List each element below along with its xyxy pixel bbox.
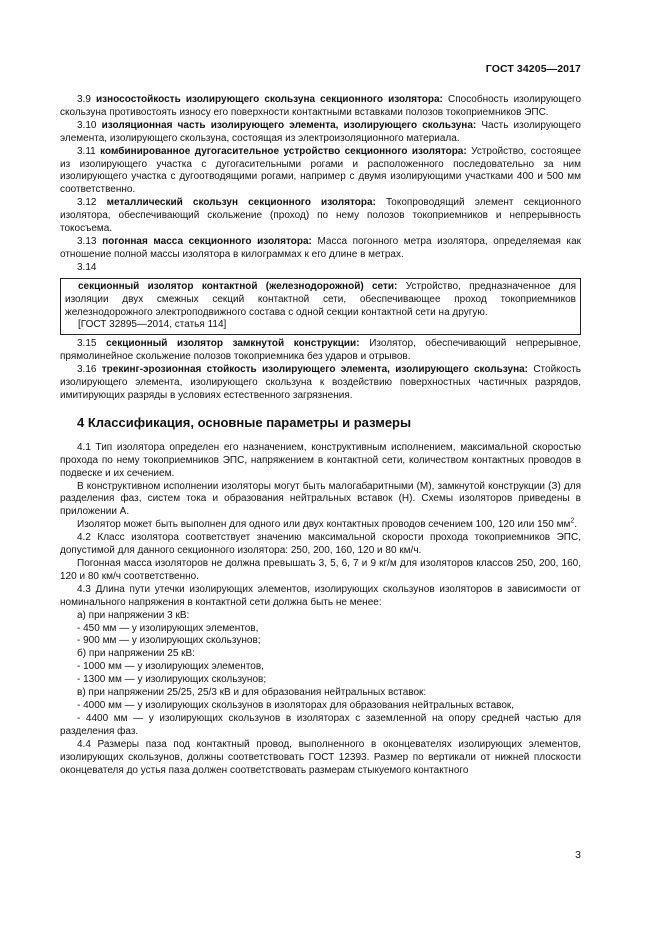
clause-text: Токопроводящий элемент секционного изолятора, обеспечивающий скольжение (проход) по нему полозов токоприемников и непрерывность токосъема. (60, 197, 582, 235)
clause-text: Способность изолирующего скользуна противостоять износу его поверхности контактными вставками полозов токоприемников ЭПС. (60, 94, 582, 118)
clause-text: Масса погонного метра изолятора, определяемая как отношение полной массы изолятора в килограммах к его длине в метрах. (60, 235, 582, 260)
paragraph-design-variants: В конструктивном исполнении изоляторы могут быть малогабаритными (М), замкнутой конструкции (З) для разделения фаз, систем тока и образования нейтральных вставок (Н). Схемы изоляторов приведены в приложении А. (60, 480, 581, 518)
list-item: - 450 мм — у изолирующих элементов, (77, 622, 259, 634)
clause-3-10 (60, 120, 581, 146)
clause-number: 3.10 (77, 119, 97, 131)
list-item: - 4000 мм — у изолирующих скользунов в изоляторах для образования нейтральных вставок, (77, 699, 515, 711)
clause-number: 3.11 (77, 145, 96, 157)
clause-text: Изолятор, обеспечивающий непрерывное, прямолинейное скольжение полозов токоприемника без ударов и отрывов. (60, 338, 582, 363)
list-item: б) при напряжении 25 кВ: (77, 648, 195, 660)
clause-term: трекинг-эрозионная стойкость изолирующего элемента, изолирующего скользуна: (101, 364, 528, 376)
boxed-definition (60, 278, 581, 336)
section-4-heading: 4 Классификация, основные параметры и размеры (77, 414, 412, 430)
paragraph-wire-sections (60, 519, 581, 532)
list-item: - 1000 мм — у изолирующих элементов, (77, 661, 264, 673)
list-item: в) при напряжении 25/25, 25/3 кВ и для образования нейтральных вставок: (77, 687, 427, 699)
clause-3-12 (60, 197, 581, 236)
paragraph-4-2: 4.2 Класс изолятора соответствует значению максимальной скорости прохода токоприемников ЭПС, допустимой для данного секционного изолятора: 250, 200, 160, 120 и 80 км/ч. (60, 532, 581, 557)
clause-3-15 (60, 338, 581, 364)
clause-term: металлический скользун секционного изолятора: (106, 197, 376, 209)
clause-number: 3.12 (77, 197, 97, 209)
clause-number: 3.9 (77, 94, 91, 105)
list-item-phase-separation: - 4400 мм — у изолирующих скользунов в изоляторах с заземленной на опору средней частью для разделения фаз. (60, 712, 581, 737)
clause-number: 3.16 (77, 364, 97, 376)
clause-term: погонная масса секционного изолятора: (102, 235, 312, 247)
clause-text: Стойкость изолирующего элемента, изолирующего скользуна к воздействию поверхностных частичных разрядов, имитирующих разряды в условиях естественного загрязнения. (60, 364, 581, 401)
clause-number: 3.13 (77, 235, 97, 247)
clause-3-16 (60, 364, 581, 403)
clause-text: Устройство, предназначенное для изоляции двух смежных секций контактной сети, обеспечивающее проход токоприемников железнодорожного электроподвижного состава с одной секции контактной сети на другую. (65, 280, 577, 318)
list-item: - 900 мм — у изолирующих скользунов; (77, 635, 261, 647)
clause-term: комбинированное дугогасительное устройство секционного изолятора: (100, 145, 467, 157)
wire-sections-text: Изолятор может быть выполнен для одного или двух контактных проводов сечением 100, 120 или 150 мм (77, 519, 571, 531)
clause-3-11 (60, 146, 581, 198)
list-item: - 1300 мм — у изолирующих скользунов; (77, 674, 267, 686)
clause-3-14-number: 3.14 (77, 261, 97, 273)
clause-term: секционный изолятор контактной (железнодорожной) сети: (78, 280, 398, 292)
clause-term: износостойкость изолирующего скользуна секционного изолятора: (96, 94, 443, 105)
list-item: а) при напряжении 3 кВ: (77, 609, 190, 621)
clause-text: Устройство, состоящее из изолирующего участка с дугогасительными рогами и расположенного последовательно за ним изолирующего участка с дугоотводящими рогами, например с двумя изолирующими участками 400 и 500 мм соответственно. (60, 145, 582, 196)
paragraph-4-1: 4.1 Тип изолятора определен его назначением, конструктивным исполнением, максимальной скоростью прохода по нему токоприемников ЭПС, напряжением в контактной сети, количеством контактных проводов в подвеске и их сечением. (60, 441, 581, 479)
clause-term: секционный изолятор замкнутой конструкции: (106, 338, 360, 350)
clause-3-13 (60, 236, 581, 262)
paragraph-linear-mass: Погонная масса изоляторов не должна превышать 3, 5, 6, 7 и 9 кг/м для изоляторов классов 250, 200, 160, 120 и 80 км/ч соответственно. (60, 558, 581, 582)
paragraph-4-3: 4.3 Длина пути утечки изолирующих элементов, изолирующих скользунов изоляторов в зависимости от номинального напряжения в контактной сети должна быть не менее: (60, 583, 581, 608)
boxed-definition-text (65, 281, 576, 320)
page-number: 3 (575, 849, 581, 861)
paragraph-4-4: 4.4 Размеры паза под контактный провод, выполненного в оконцевателях изолирующих элементов, изолирующих скользунов, должны соответствовать ГОСТ 12393. Размер по вертикали от нижней плоскости оконцевателя до устья паза должен соответствовать размерам стыкуемого контактного (60, 738, 581, 776)
clause-number: 3.15 (77, 338, 97, 350)
document-body (60, 94, 581, 777)
boxed-definition-source: [ГОСТ 32895—2014, статья 114] (78, 319, 227, 331)
superscript: 2 (570, 517, 575, 525)
clause-term: изоляционная часть изолирующего элемента, изолирующего скользуна: (101, 119, 477, 131)
clause-text: Часть изолирующего элемента, изолирующего скользуна, состоящая из электроизоляционного материала. (60, 119, 581, 144)
period: . (574, 519, 578, 531)
clause-3-9 (60, 94, 581, 120)
standard-id-header: ГОСТ 34205—2017 (485, 63, 581, 75)
